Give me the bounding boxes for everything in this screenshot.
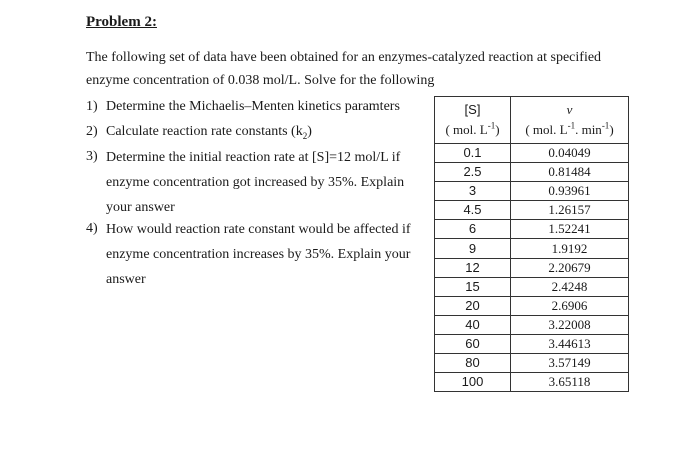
question-number: 4)	[86, 221, 98, 236]
rate-cell: 3.65118	[511, 373, 629, 392]
question-number: 1)	[86, 99, 98, 114]
table-row	[435, 354, 629, 373]
substrate-cell: 3	[435, 182, 511, 201]
rate-cell: 1.52241	[511, 220, 629, 239]
question-2	[86, 120, 436, 143]
column-header-rate: v ( mol. $L^{-1}$. $\min^{-1}$)	[511, 97, 629, 144]
substrate-cell: 60	[435, 334, 511, 353]
problem-title: Problem 2:	[86, 14, 157, 30]
table-row	[435, 144, 629, 163]
table-row	[435, 315, 629, 334]
rate-cell: 1.26157	[511, 201, 629, 220]
table-row	[435, 296, 629, 315]
table-row	[435, 277, 629, 296]
question-3	[86, 145, 436, 215]
column-header-substrate: [S] ( mol. $L^{-1}$)	[435, 97, 511, 144]
rate-cell: 0.81484	[511, 163, 629, 182]
rate-cell: 3.57149	[511, 354, 629, 373]
rate-cell: 3.22008	[511, 315, 629, 334]
rate-cell: 1.9192	[511, 239, 629, 258]
table-row	[435, 239, 629, 258]
question-text: Determine the Michaelis–Menten kinetics paramters	[106, 99, 400, 114]
substrate-cell: 0.1	[435, 144, 511, 163]
problem-intro: The following set of data have been obtained for an enzymes-catalyzed reaction at specified enzyme concentration of 0.038 mol/L. Solve for the following	[86, 50, 602, 88]
data-table	[434, 96, 629, 392]
table-row	[435, 163, 629, 182]
substrate-cell: 6	[435, 220, 511, 239]
question-1	[86, 95, 436, 118]
table-row	[435, 334, 629, 353]
rate-cell: 0.04049	[511, 144, 629, 163]
substrate-cell: 20	[435, 296, 511, 315]
question-text: Determine the initial reaction rate at [S]=12 mol/L if enzyme concentration got increased by 35%. Explain your answer	[106, 150, 405, 215]
rate-cell: 3.44613	[511, 334, 629, 353]
question-number: 2)	[86, 124, 98, 139]
table-row	[435, 201, 629, 220]
rate-cell: 2.4248	[511, 277, 629, 296]
table-row	[435, 220, 629, 239]
question-text: Calculate reaction rate constants $(k_2)$	[106, 124, 312, 141]
question-4	[86, 217, 436, 287]
substrate-cell: 100	[435, 373, 511, 392]
rate-cell: 2.6906	[511, 296, 629, 315]
substrate-cell: 15	[435, 277, 511, 296]
substrate-cell: 4.5	[435, 201, 511, 220]
question-number: 3)	[86, 149, 98, 164]
table-row	[435, 373, 629, 392]
substrate-cell: 2.5	[435, 163, 511, 182]
table-row	[435, 258, 629, 277]
rate-cell: 2.20679	[511, 258, 629, 277]
substrate-cell: 12	[435, 258, 511, 277]
rate-cell: 0.93961	[511, 182, 629, 201]
substrate-cell: 9	[435, 239, 511, 258]
substrate-cell: 40	[435, 315, 511, 334]
table-header-row	[435, 97, 629, 144]
table-row	[435, 182, 629, 201]
substrate-cell: 80	[435, 354, 511, 373]
question-text: How would reaction rate constant would be affected if enzyme concentration increases by 35%. Explain your answer	[106, 222, 411, 287]
